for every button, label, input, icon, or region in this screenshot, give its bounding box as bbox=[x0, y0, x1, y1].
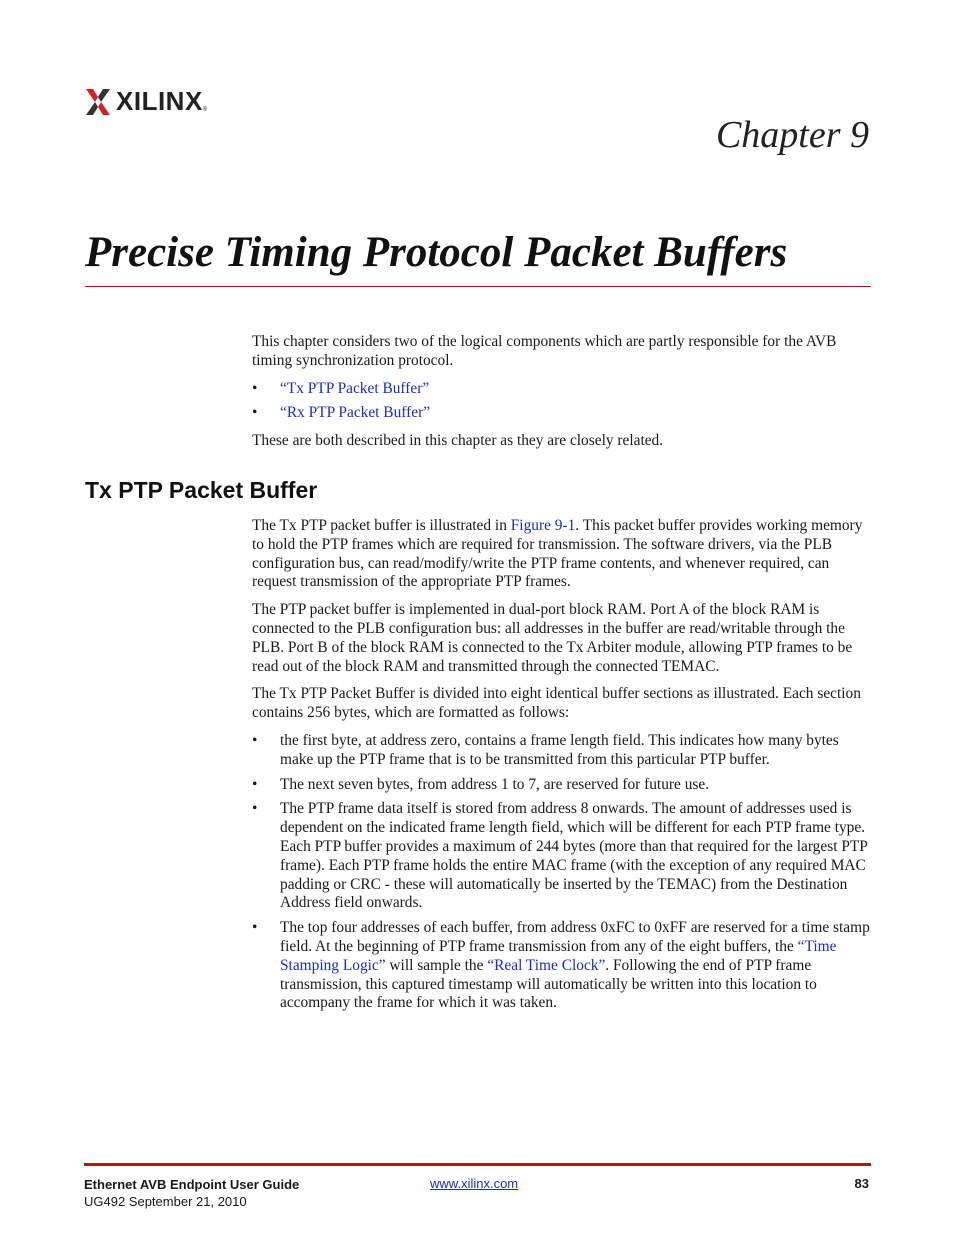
text-run: The Tx PTP packet buffer is illustrated in bbox=[252, 517, 511, 534]
footer-guide-title: Ethernet AVB Endpoint User Guide bbox=[84, 1177, 300, 1192]
footer-doc-id: UG492 September 21, 2010 bbox=[84, 1194, 247, 1209]
tx-ptp-buffer-link[interactable]: “Tx PTP Packet Buffer” bbox=[280, 379, 430, 397]
list-item bbox=[252, 800, 870, 913]
text-run: will sample the bbox=[385, 956, 488, 974]
list-item bbox=[252, 776, 870, 795]
xilinx-mark-icon bbox=[86, 89, 110, 115]
bullet: • bbox=[252, 775, 258, 793]
list-text: the first byte, at address zero, contains a frame length field. This indicates how many bytes make up the PTP frame that is to be transmitted from this particular PTP buffer. bbox=[280, 731, 839, 768]
list-item bbox=[252, 732, 870, 770]
list-item bbox=[252, 404, 870, 423]
time-stamping-logic-link[interactable]: “Time Stamping Logic” bbox=[280, 937, 837, 974]
body-paragraph: The Tx PTP Packet Buffer is divided into eight identical buffer sections as illustrated. Each section contains 256 bytes, which are formatted as follows: bbox=[252, 685, 861, 722]
xilinx-logo bbox=[86, 86, 207, 117]
text-run: . This packet buffer provides working memory to hold the PTP frames which are required for transmission. The software drivers, via the PLB configuration bus, can read/modify/write the PTP frame contents, and whenever required, can request transmission of the appropriate PTP frames. bbox=[252, 517, 863, 591]
bullet: • bbox=[252, 800, 258, 818]
list-text: The PTP frame data itself is stored from address 8 onwards. The amount of addresses used is dependent on the indicated frame length field, which will be different for each PTP frame type. Each PTP buffer provides a maximum of 244 bytes (more than that required for the largest PTP frame). Each PTP frame holds the entire MAC frame (with the exception of any required MAC padding or CRC - these will automatically be inserted by the TEMAC) from the Destination Address field onwards. bbox=[280, 800, 868, 912]
footer-rule bbox=[84, 1163, 871, 1166]
list-text bbox=[280, 919, 870, 1011]
intro-link-list bbox=[252, 380, 870, 424]
real-time-clock-link[interactable]: “Real Time Clock” bbox=[487, 956, 606, 974]
intro-paragraph: These are both described in this chapter as they are closely related. bbox=[252, 432, 664, 450]
page-title: Precise Timing Protocol Packet Buffers bbox=[85, 229, 788, 276]
list-item bbox=[252, 380, 870, 399]
title-rule bbox=[85, 286, 871, 287]
footer-url-link[interactable]: www.xilinx.com bbox=[430, 1176, 519, 1191]
bullet: • bbox=[252, 379, 258, 397]
section-body bbox=[252, 517, 870, 1013]
footer-doc-info bbox=[84, 1176, 299, 1210]
body-paragraph bbox=[252, 517, 870, 592]
list-text: The next seven bytes, from address 1 to 7, are reserved for future use. bbox=[280, 775, 710, 793]
rx-ptp-buffer-link[interactable]: “Rx PTP Packet Buffer” bbox=[280, 404, 431, 422]
bullet: • bbox=[252, 731, 258, 749]
logo-registered-mark: ® bbox=[202, 107, 208, 113]
text-run: . Following the end of PTP frame transmission, this captured timestamp will automatically be written into this location to accompany the frame for which it was taken. bbox=[280, 956, 817, 1012]
chapter-label: Chapter 9 bbox=[715, 114, 869, 156]
section-heading: Tx PTP Packet Buffer bbox=[85, 477, 318, 503]
intro-paragraph: This chapter considers two of the logical components which are partly responsible for the AVB timing synchronization protocol. bbox=[252, 333, 837, 369]
bullet: • bbox=[252, 404, 258, 422]
list-item bbox=[252, 919, 870, 1013]
bullet: • bbox=[252, 919, 258, 937]
intro bbox=[252, 333, 870, 451]
page-number: 83 bbox=[854, 1176, 869, 1191]
body-paragraph: The PTP packet buffer is implemented in dual-port block RAM. Port A of the block RAM is connected to the PLB configuration bus: all addresses in the buffer are read/writable through the PLB. Port B of the block RAM is connected to the Tx Arbiter module, allowing PTP frames to be read out of the block RAM and transmitted through the connected TEMAC. bbox=[252, 601, 853, 675]
logo-text: XILINX bbox=[116, 86, 203, 116]
text-run: The top four addresses of each buffer, from address 0xFC to 0xFF are reserved for a time stamp field. At the beginning of PTP frame transmission from any of the eight buffers, the bbox=[280, 919, 870, 955]
figure-9-1-link[interactable]: Figure 9-1 bbox=[510, 517, 576, 534]
format-list bbox=[252, 732, 870, 1013]
